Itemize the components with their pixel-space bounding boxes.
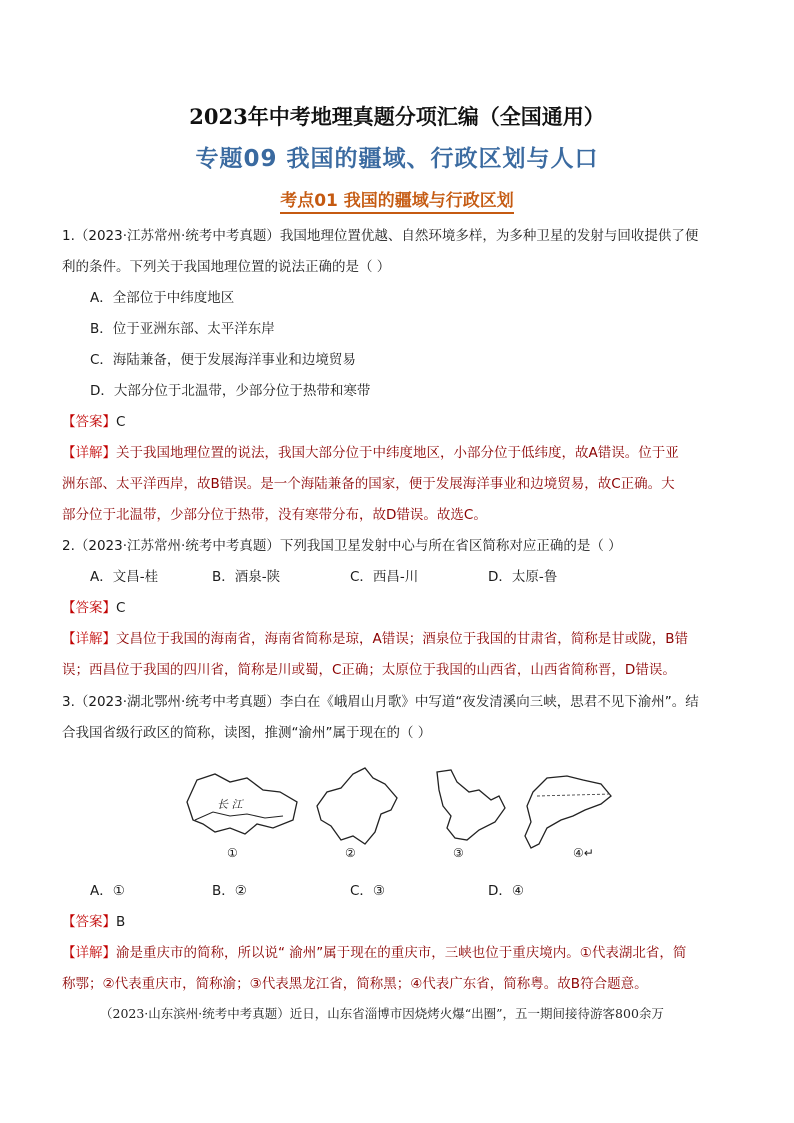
q3-option-c: C．③ [350, 883, 386, 899]
map-label-1: ① [227, 846, 238, 860]
tropic-line [537, 794, 611, 796]
q3-stem-line1: 3.（2023·湖北鄂州·统考中考真题）李白在《峨眉山月歌》中写道“夜发清溪向三峡，思君不见下渝州”。结 [62, 694, 699, 710]
q2-options [90, 567, 732, 587]
map-label-3: ③ [453, 846, 464, 860]
q3-stem-line2: 合我国省级行政区的简称，读图，推测“渝州”属于现在的（ ） [62, 725, 432, 741]
section-title [0, 186, 794, 211]
q2-detail-line1 [62, 629, 732, 649]
q1-detail-line1 [62, 443, 732, 463]
q1-answer-tag: 【答案】 [62, 414, 116, 430]
map-label-4: ④↵ [573, 846, 594, 860]
q2-detail-line2: 误；西昌位于我国的四川省，简称是川或蜀，C正确；太原位于我国的山西省，山西省简称晋，D错误。 [62, 662, 676, 678]
q3-detail-line1 [62, 943, 732, 963]
section-title-text: 考点01 我国的疆域与行政区划 [280, 191, 514, 214]
q2-detail-text1: 文昌位于我国的海南省，海南省简称是琼，A错误；酒泉位于我国的甘肃省，简称是甘或陇，B错 [116, 631, 688, 647]
q1-answer [62, 412, 732, 432]
heilongjiang-map-shape [437, 770, 505, 840]
q2-answer [62, 598, 732, 618]
chongqing-map-shape [317, 768, 397, 844]
q1-detail-line2: 洲东部、太平洋西岸，故B错误。是一个海陆兼备的国家，便于发展海洋事业和边境贸易，故C正确。大 [62, 476, 675, 492]
q2-stem: 2.（2023·江苏常州·统考中考真题）下列我国卫星发射中心与所在省区简称对应正确的是（ ） [62, 538, 622, 554]
topic-title: 专题09 我国的疆域、行政区划与人口 [195, 146, 599, 172]
q1-option-b: B．位于亚洲东部、太平洋东岸 [90, 321, 275, 337]
q3-option-a: A．① [90, 883, 125, 899]
q1-stem-line1: 1.（2023·江苏常州·统考中考真题）我国地理位置优越、自然环境多样，为多种卫星的发射与回收提供了便 [62, 228, 699, 244]
q3-option-d: D．④ [488, 883, 524, 899]
yangtze-river-line [195, 812, 283, 820]
map-label-2: ② [345, 846, 356, 860]
q3-options [90, 881, 732, 901]
q2-answer-tag: 【答案】 [62, 600, 116, 616]
q2-option-a: A．文昌-桂 [90, 569, 159, 585]
q1-answer-value: C [116, 414, 126, 430]
q1-stem-line2: 利的条件。下列关于我国地理位置的说法正确的是（ ） [62, 259, 391, 275]
q3-answer-value: B [116, 914, 126, 930]
q3-detail-text1: 渝是重庆市的简称，所以说“ 渝州”属于现在的重庆市，三峡也位于重庆境内。①代表湖北省，简 [116, 945, 687, 961]
q1-option-d: D．大部分位于北温带，少部分位于热带和寒带 [90, 383, 371, 399]
q2-detail-tag: 【详解】 [62, 631, 116, 647]
q1-detail-text1: 关于我国地理位置的说法，我国大部分位于中纬度地区，小部分位于低纬度，故A错误。位于亚 [116, 445, 679, 461]
yangtze-label: 长 江 [217, 798, 243, 811]
q2-option-c: C．西昌-川 [350, 569, 419, 585]
q1-option-a: A．全部位于中纬度地区 [90, 290, 235, 306]
q3-answer [62, 912, 732, 932]
q3-option-b: B．② [212, 883, 247, 899]
q1-detail-tag: 【详解】 [62, 445, 116, 461]
q4-stem-line1: （2023·山东滨州·统考中考真题）近日，山东省淄博市因烧烤火爆“出圈”，五一期间接待游客800余万 [100, 1006, 664, 1021]
q3-detail-line2: 称鄂；②代表重庆市，简称渝；③代表黑龙江省，简称黑；④代表广东省，简称粤。故B符合题意。 [62, 976, 648, 992]
q2-option-b: B．酒泉-陕 [212, 569, 281, 585]
guangdong-map-shape [525, 776, 611, 848]
q3-detail-tag: 【详解】 [62, 945, 116, 961]
province-maps-figure [175, 762, 615, 862]
q2-answer-value: C [116, 600, 126, 616]
q3-answer-tag: 【答案】 [62, 914, 116, 930]
q1-detail-line3: 部分位于北温带，少部分位于热带，没有寒带分布，故D错误。故选C。 [62, 507, 487, 523]
q2-option-d: D．太原-鲁 [488, 569, 558, 585]
page-title: 2023年中考地理真题分项汇编（全国通用） [189, 104, 605, 129]
q1-option-c: C．海陆兼备，便于发展海洋事业和边境贸易 [90, 352, 356, 368]
